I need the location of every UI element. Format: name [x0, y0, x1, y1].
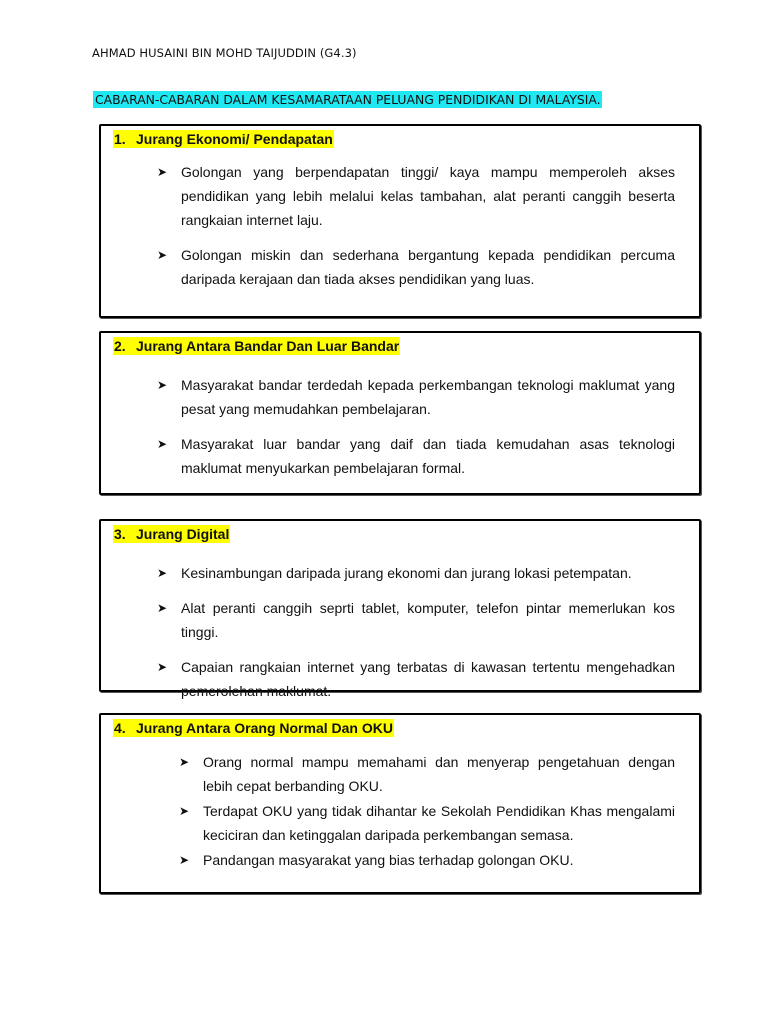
list-item-text: Masyarakat luar bandar yang daif dan tiada kemudahan asas teknologi maklumat menyukarkan pembelajaran formal.	[181, 436, 675, 476]
list-item-text: Golongan yang berpendapatan tinggi/ kaya mampu memperoleh akses pendidikan yang lebih melalui kelas tambahan, alat peranti canggih beserta rangkaian internet laju.	[181, 164, 675, 228]
arrow-bullet-icon: ➤	[157, 378, 168, 392]
section-heading-1	[113, 130, 334, 148]
section-number: 4.	[114, 720, 126, 736]
list-item-text: Kesinambungan daripada jurang ekonomi dan jurang lokasi petempatan.	[181, 565, 632, 581]
arrow-bullet-icon: ➤	[179, 804, 190, 818]
list-item-text: Terdapat OKU yang tidak dihantar ke Sekolah Pendidikan Khas mengalami keciciran dan ketinggalan daripada perkembangan semasa.	[203, 803, 675, 843]
list-item-text: Orang normal mampu memahami dan menyerap pengetahuan dengan lebih cepat berbanding OKU.	[203, 754, 675, 794]
list-item	[157, 561, 675, 585]
list-item-text: Capaian rangkaian internet yang terbatas di kawasan tertentu mengehadkan pemerolehan maklumat.	[181, 659, 675, 699]
section-box-3	[99, 519, 701, 699]
section-box-2	[99, 331, 701, 495]
list-item-text: Alat peranti canggih seprti tablet, komputer, telefon pintar memerlukan kos tinggi.	[181, 600, 675, 640]
list-item	[179, 799, 675, 847]
bullet-list	[179, 750, 675, 873]
arrow-bullet-icon: ➤	[157, 660, 168, 674]
section-box-4	[99, 713, 701, 894]
section-title: Jurang Antara Bandar Dan Luar Bandar	[136, 338, 400, 354]
author-name: AHMAD HUSAINI BIN MOHD TAIJUDDIN (G4.3)	[92, 46, 357, 60]
section-title: Jurang Antara Orang Normal Dan OKU	[136, 720, 393, 736]
section-heading-3	[113, 525, 230, 543]
list-item	[157, 655, 675, 703]
section-title: Jurang Digital	[136, 526, 230, 542]
bullet-list	[157, 373, 675, 491]
list-item	[157, 160, 675, 232]
section-number: 1.	[114, 131, 126, 147]
document-title: CABARAN-CABARAN DALAM KESAMARATAAN PELUANG PENDIDIKAN DI MALAYSIA.	[95, 92, 601, 107]
section-title: Jurang Ekonomi/ Pendapatan	[136, 131, 333, 147]
list-item	[157, 432, 675, 480]
section-heading-4	[113, 719, 394, 737]
list-item	[179, 848, 675, 872]
list-item-text: Masyarakat bandar terdedah kepada perkembangan teknologi maklumat yang pesat yang memudahkan pembelajaran.	[181, 377, 675, 417]
list-item	[157, 243, 675, 291]
list-item-text: Golongan miskin dan sederhana bergantung kepada pendidikan percuma daripada kerajaan dan tiada akses pendidikan yang luas.	[181, 247, 675, 287]
arrow-bullet-icon: ➤	[157, 248, 168, 262]
section-heading-2	[113, 337, 400, 355]
arrow-bullet-icon: ➤	[179, 853, 190, 867]
section-number: 2.	[114, 338, 126, 354]
bullet-list	[157, 160, 675, 302]
section-box-1	[99, 124, 701, 318]
list-item	[157, 596, 675, 644]
list-item-text: Pandangan masyarakat yang bias terhadap golongan OKU.	[203, 852, 574, 868]
arrow-bullet-icon: ➤	[157, 165, 168, 179]
arrow-bullet-icon: ➤	[157, 437, 168, 451]
arrow-bullet-icon: ➤	[157, 566, 168, 580]
arrow-bullet-icon: ➤	[157, 601, 168, 615]
list-item	[157, 373, 675, 421]
section-number: 3.	[114, 526, 126, 542]
arrow-bullet-icon: ➤	[179, 755, 190, 769]
bullet-list	[157, 561, 675, 714]
list-item	[179, 750, 675, 798]
